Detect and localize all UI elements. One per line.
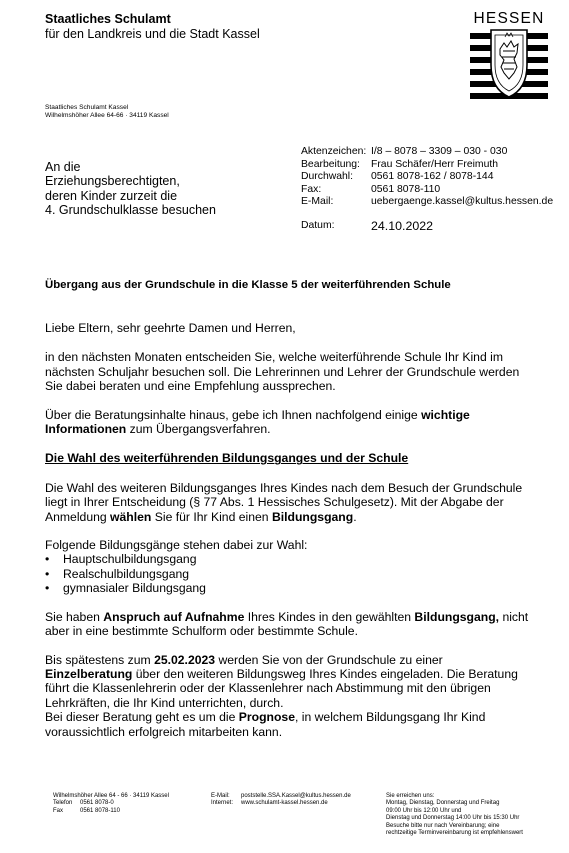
text-span: Über die Beratungsinhalte hinaus, gebe ich Ihnen nachfolgend einige	[45, 407, 422, 422]
meta-value: 0561 8078-110	[371, 183, 441, 195]
footer-email-row	[211, 793, 351, 800]
hours-line: rechtzeitige Terminvereinbarung ist empfehlenswert	[386, 830, 523, 837]
sender-line	[45, 104, 169, 120]
meta-row-file-number	[301, 146, 553, 159]
paragraph-intro: in den nächsten Monaten entscheiden Sie, welche weiterführende Schule Ihr Kind im nächsten Schuljahr besuchen soll. Die Lehrerinnen und Lehrer der Grundschule werden Sie dabei beraten und eine Empfehlung aussprechen.	[45, 350, 520, 394]
hours-line: Sie erreichen uns:	[386, 793, 435, 799]
text-span: Bei dieser Beratung geht es um die	[45, 710, 239, 725]
text-span: werden Sie von der Grundschule zu einer	[215, 652, 443, 667]
text-span: Die Wahl des weiteren Bildungsganges Ihres Kindes nach dem Besuch der Grundschule liegt in Ihrer Entscheidung (§ 77 Abs. 1 Hessisches Schulgesetz). Mit der Abgabe der Anmeldung	[45, 480, 523, 524]
emphasis: 25.02.2023	[154, 652, 216, 667]
meta-label: Fax:	[301, 183, 322, 195]
footer-email: poststelle.SSA.Kassel@kultus.hessen.de	[241, 793, 351, 799]
paragraph-information	[45, 408, 530, 437]
meta-value: uebergaenge.kassel@kultus.hessen.de	[371, 196, 554, 208]
authority-subtitle: für den Landkreis und die Stadt Kassel	[45, 27, 260, 41]
meta-value: I/8 – 8078 – 3309 – 030 - 030	[371, 146, 508, 157]
recipient-line: An die	[45, 160, 81, 174]
footer-phone-row	[53, 800, 169, 807]
recipient-line: 4. Grundschulklasse besuchen	[45, 203, 216, 218]
hours-line: Montag, Dienstag, Donnerstag und Freitag	[386, 800, 500, 807]
text-span: Sie haben	[45, 609, 104, 624]
meta-value: 0561 8078-162 / 8078-144	[371, 171, 494, 183]
footer-fax: 0561 8078-110	[80, 807, 120, 814]
meta-label: Bearbeitung:	[301, 158, 360, 170]
meta-label: Durchwahl:	[301, 171, 353, 183]
footer-internet: www.schulamt-kassel.hessen.de	[241, 800, 328, 807]
footer-fax-row	[53, 808, 169, 815]
emphasis: wählen	[110, 509, 152, 524]
paragraph-counseling	[45, 653, 530, 711]
recipient-line: Erziehungsberechtigten,	[45, 174, 180, 189]
footer-internet-row	[211, 800, 351, 807]
hours-line: Besuche bitte nur nach Vereinbarung; eine	[386, 822, 500, 829]
meta-label: E-Mail:	[301, 196, 334, 208]
emphasis: Prognose	[238, 710, 295, 725]
recipient-line: deren Kinder zurzeit die	[45, 188, 178, 203]
letter-subject: Übergang aus der Grundschule in die Klasse 5 der weiterführenden Schule	[45, 279, 451, 291]
logo-text: HESSEN	[473, 10, 545, 27]
text-span: zum Übergangsverfahren.	[126, 422, 271, 437]
footer-contact	[211, 793, 351, 808]
date-label: Datum:	[301, 219, 335, 231]
text-span: .	[353, 509, 357, 524]
emphasis: Bildungsgang	[271, 509, 354, 524]
letter-body	[45, 321, 530, 753]
list-intro: Folgende Bildungsgänge stehen dabei zur Wahl:	[45, 538, 308, 553]
paragraph-prognosis	[45, 710, 530, 739]
paragraph-choice	[45, 481, 530, 524]
emphasis: Bildungsgang,	[414, 609, 500, 624]
text-span: Ihres Kindes in den gewählten	[244, 609, 415, 624]
meta-row-contact	[301, 159, 553, 172]
footer-address	[53, 793, 169, 815]
text-span: Bis spätestens zum	[45, 652, 155, 667]
footer-label: Telefon	[53, 800, 73, 807]
recipient-block	[45, 160, 216, 218]
meta-row-date	[301, 220, 553, 233]
reference-block	[301, 146, 553, 233]
hessen-logo	[470, 10, 548, 112]
meta-row-email	[301, 196, 553, 209]
meta-label: Aktenzeichen:	[301, 146, 367, 157]
sender-line-2: Wilhelmshöher Allee 64-66 · 34119 Kassel	[45, 112, 169, 119]
paragraph-entitlement	[45, 610, 530, 639]
hours-line: 09:00 Uhr bis 12:00 Uhr und	[386, 807, 462, 814]
list-item: • gymnasialer Bildungsgang	[45, 581, 530, 595]
list-item: • Realschulbildungsgang	[45, 567, 530, 581]
meta-value: Frau Schäfer/Herr Freimuth	[371, 158, 499, 170]
footer-opening-hours	[386, 793, 536, 837]
text-span: nicht aber in eine bestimmte Schulform oder bestimmte Schule.	[45, 609, 529, 639]
coat-of-arms-icon	[470, 27, 548, 107]
emphasis: Anspruch auf Aufnahme	[103, 609, 245, 624]
date-value: 24.10.2022	[371, 218, 434, 233]
emphasis: wichtige Informationen	[45, 407, 470, 437]
sender-line-1: Staatliches Schulamt Kassel	[45, 104, 129, 111]
footer-street: Wilhelmshöher Allee 64 - 66 · 34119 Kassel	[53, 793, 169, 799]
emphasis: Einzelberatung	[45, 666, 133, 681]
salutation: Liebe Eltern, sehr geehrte Damen und Herren,	[45, 321, 296, 335]
text-span: Sie für Ihr Kind einen	[151, 509, 272, 524]
list-item: • Hauptschulbildungsgang	[45, 552, 530, 566]
footer-label: Internet:	[211, 800, 234, 807]
hours-line: Dienstag und Donnerstag 14:00 Uhr bis 15:30 Uhr	[386, 815, 520, 822]
track-list	[45, 552, 530, 595]
footer-phone: 0561 8078-0	[80, 800, 114, 807]
text-span: über den weiteren Bildungsweg Ihres Kindes eingeladen. Die Beratung führt die Klassenlehrerin oder der Klassenlehrer nach Abstimmung mit den übrigen Lehrkräften, die Ihr Kind unterrichten, durch.	[45, 666, 518, 710]
text-span: , in welchem Bildungsgang Ihr Kind voraussichtlich erfolgreich mitarbeiten kann.	[45, 710, 486, 739]
footer-label: E-Mail:	[211, 793, 230, 799]
meta-row-direct-dial	[301, 171, 553, 184]
footer-label: Fax	[53, 807, 64, 814]
meta-row-fax	[301, 184, 553, 197]
authority-title: Staatliches Schulamt	[45, 12, 171, 26]
section-heading: Die Wahl des weiterführenden Bildungsganges und der Schule	[45, 451, 409, 466]
